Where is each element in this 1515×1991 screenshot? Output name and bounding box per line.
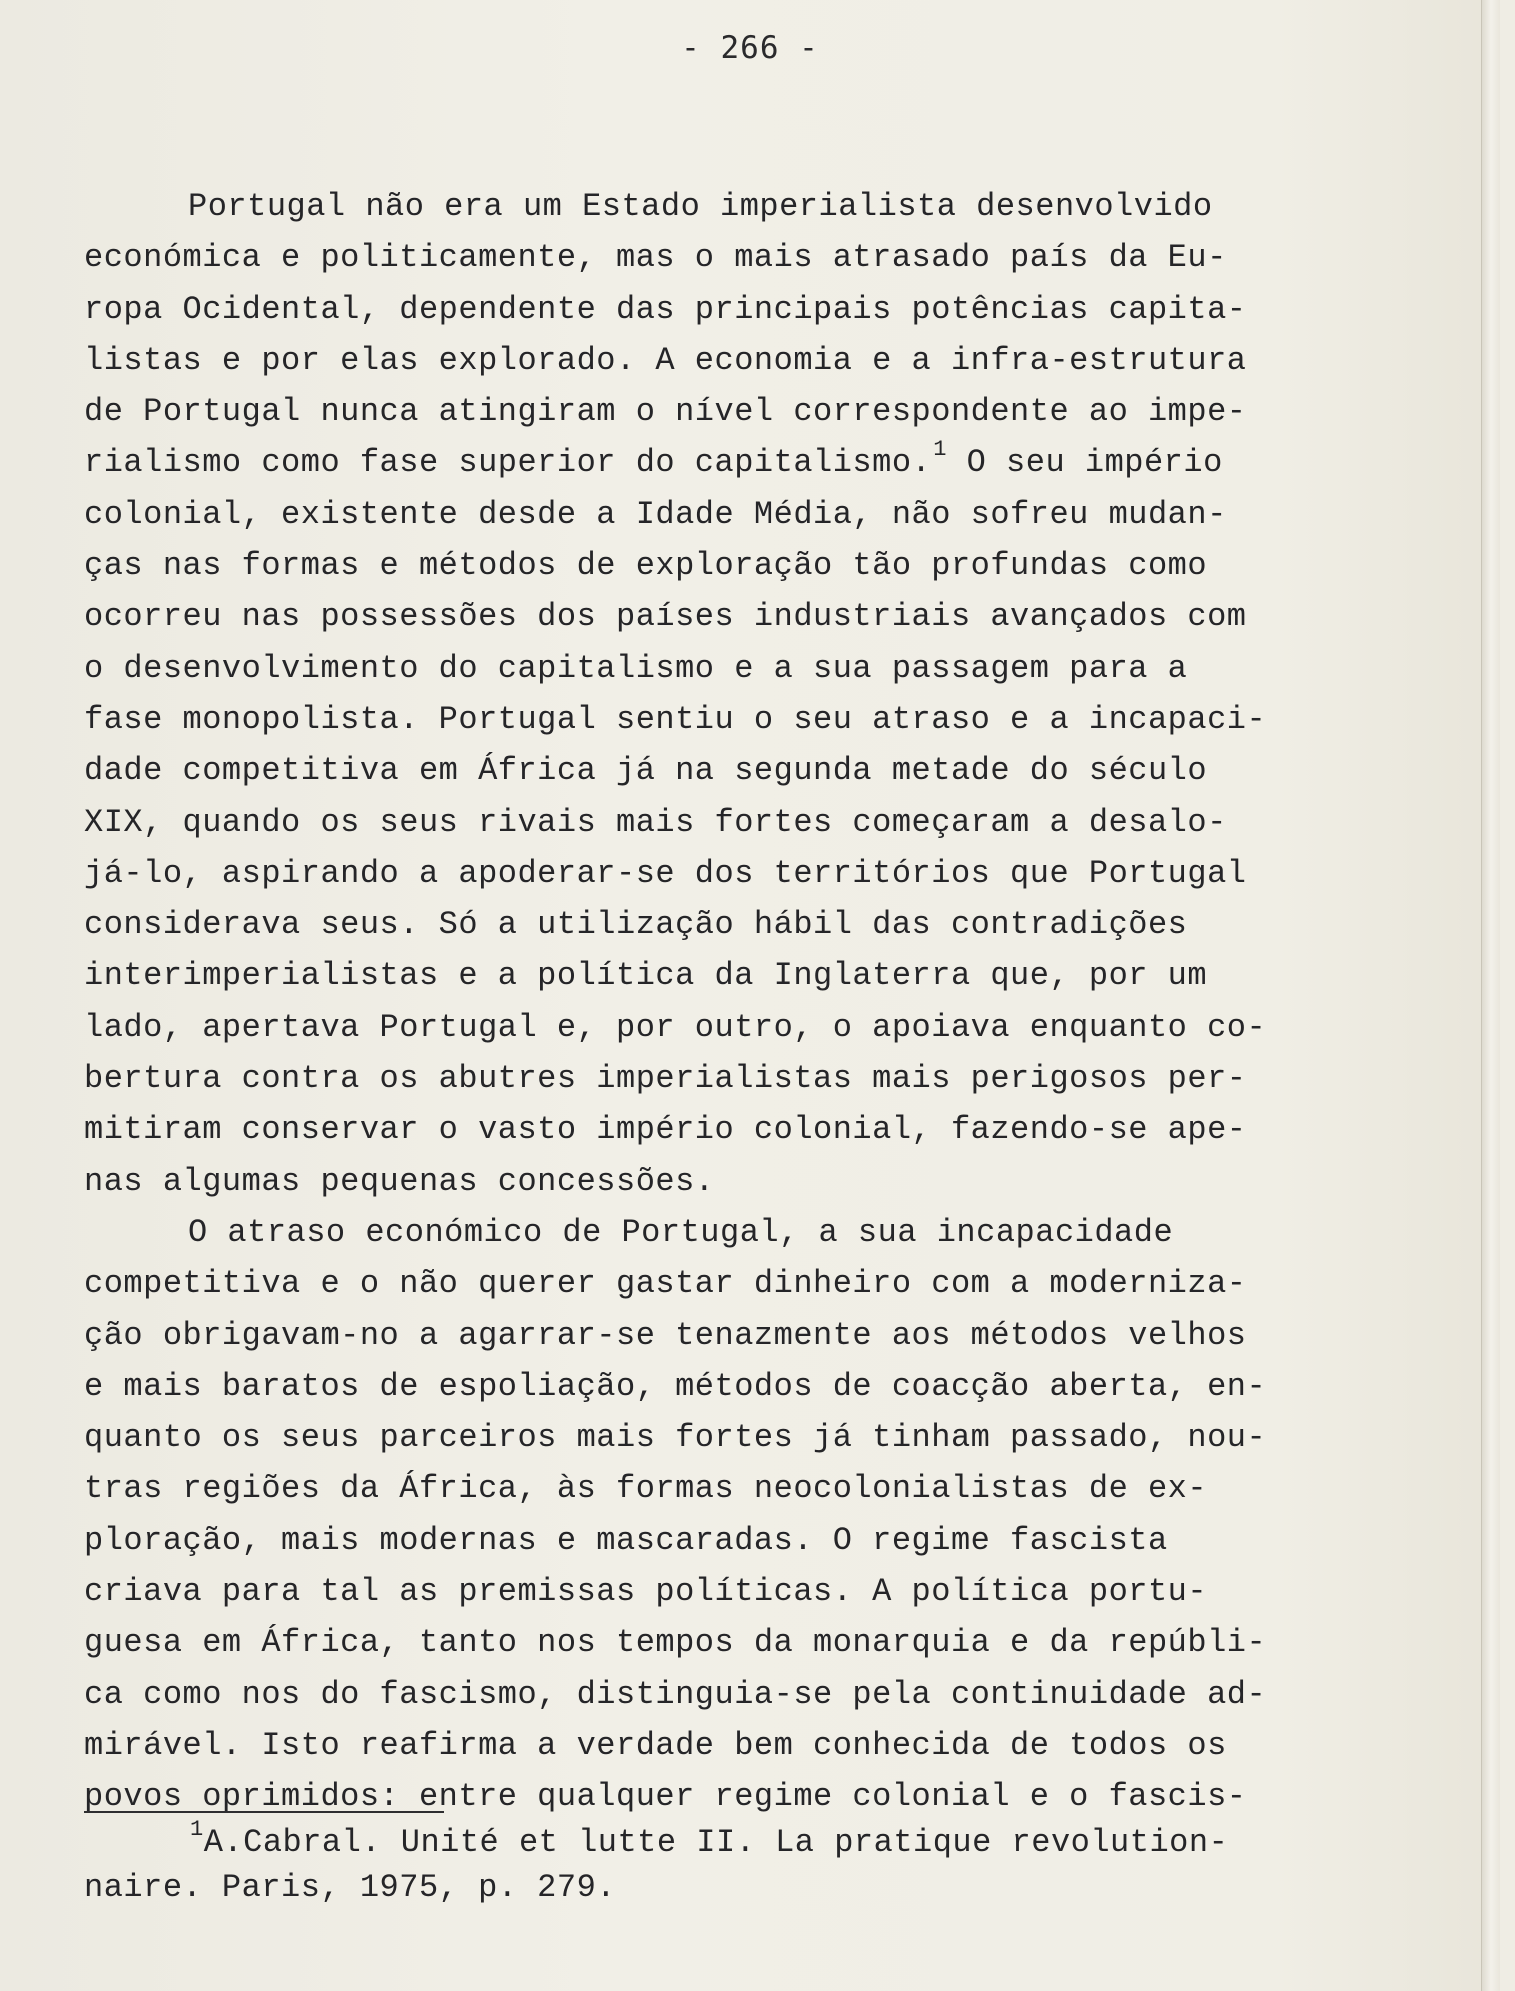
footnote-line (84, 1817, 1354, 1867)
text-line: guesa em África, tanto nos tempos da monarquia e da repúbli- (84, 1624, 1267, 1662)
text-segment: O seu império (946, 444, 1223, 482)
text-line: ca como nos do fascismo, distinguia-se pela continuidade ad- (84, 1675, 1267, 1713)
text-line: mirável. Isto reafirma a verdade bem conhecida de todos os (84, 1726, 1227, 1764)
text-line: interimperialistas e a política da Inglaterra que, por um (84, 957, 1208, 995)
text-line: considerava seus. Só a utilização hábil das contradições (84, 906, 1188, 944)
text-line: listas e por elas explorado. A economia e a infra-estrutura (84, 341, 1247, 379)
text-segment: rialismo como fase superior do capitalismo. (84, 444, 932, 482)
text-line: já-lo, aspirando a apoderar-se dos territórios que Portugal (84, 854, 1247, 892)
footnote-line: naire. Paris, 1975, p. 279. (84, 1869, 616, 1906)
footnote-marker: 1 (190, 1817, 204, 1842)
page-edge (1481, 0, 1500, 1991)
footnote-reference[interactable]: 1 (933, 437, 947, 463)
text-line: povos oprimidos: entre qualquer regime colonial e o fascis- (84, 1778, 1247, 1816)
text-line: criava para tal as premissas políticas. A política portu- (84, 1573, 1208, 1611)
text-line: nas algumas pequenas concessões. (84, 1162, 715, 1200)
text-line: o desenvolvimento do capitalismo e a sua passagem para a (84, 649, 1188, 687)
text-line: bertura contra os abutres imperialistas mais perigosos per- (84, 1060, 1247, 1098)
text-line: ças nas formas e métodos de exploração tão profundas como (84, 547, 1208, 585)
text-line: ocorreu nas possessões dos países industriais avançados com (84, 598, 1247, 636)
text-line: ropa Ocidental, dependente das principais potências capita- (84, 290, 1247, 328)
body-text (84, 181, 1354, 1823)
text-line: mitiram conservar o vasto império colonial, fazendo-se ape- (84, 1111, 1247, 1149)
text-line: quanto os seus parceiros mais fortes já tinham passado, nou- (84, 1419, 1267, 1457)
text-line: XIX, quando os seus rivais mais fortes começaram a desalo- (84, 803, 1227, 841)
text-line: competitiva e o não querer gastar dinheiro com a moderniza- (84, 1265, 1247, 1303)
text-line: e mais baratos de espoliação, métodos de coacção aberta, en- (84, 1367, 1267, 1405)
text-line: dade competitiva em África já na segunda metade do século (84, 752, 1208, 790)
text-line: ploração, mais modernas e mascaradas. O regime fascista (84, 1521, 1168, 1559)
text-line: colonial, existente desde a Idade Média, não sofreu mudan- (84, 495, 1227, 533)
text-line: Portugal não era um Estado imperialista desenvolvido (188, 188, 1213, 225)
text-line: tras regiões da África, às formas neocolonialistas de ex- (84, 1470, 1208, 1508)
footnote (84, 1817, 1354, 1909)
text-line: ção obrigavam-no a agarrar-se tenazmente aos métodos velhos (84, 1316, 1247, 1354)
footnote-text: A.Cabral. Unité et lutte II. La pratique revolution- (203, 1824, 1229, 1861)
text-line: lado, apertava Portugal e, por outro, o apoiava enquanto co- (84, 1008, 1267, 1046)
text-line-with-footnote (84, 437, 1354, 488)
text-line: O atraso económico de Portugal, a sua incapacidade (188, 1213, 1174, 1251)
text-line: de Portugal nunca atingiram o nível correspondente ao impe- (84, 393, 1247, 431)
text-line: fase monopolista. Portugal sentiu o seu atraso e a incapaci- (84, 700, 1267, 738)
text-line: económica e politicamente, mas o mais atrasado país da Eu- (84, 239, 1227, 277)
footnote-divider (84, 1811, 444, 1813)
page-number: - 266 - (681, 30, 819, 66)
